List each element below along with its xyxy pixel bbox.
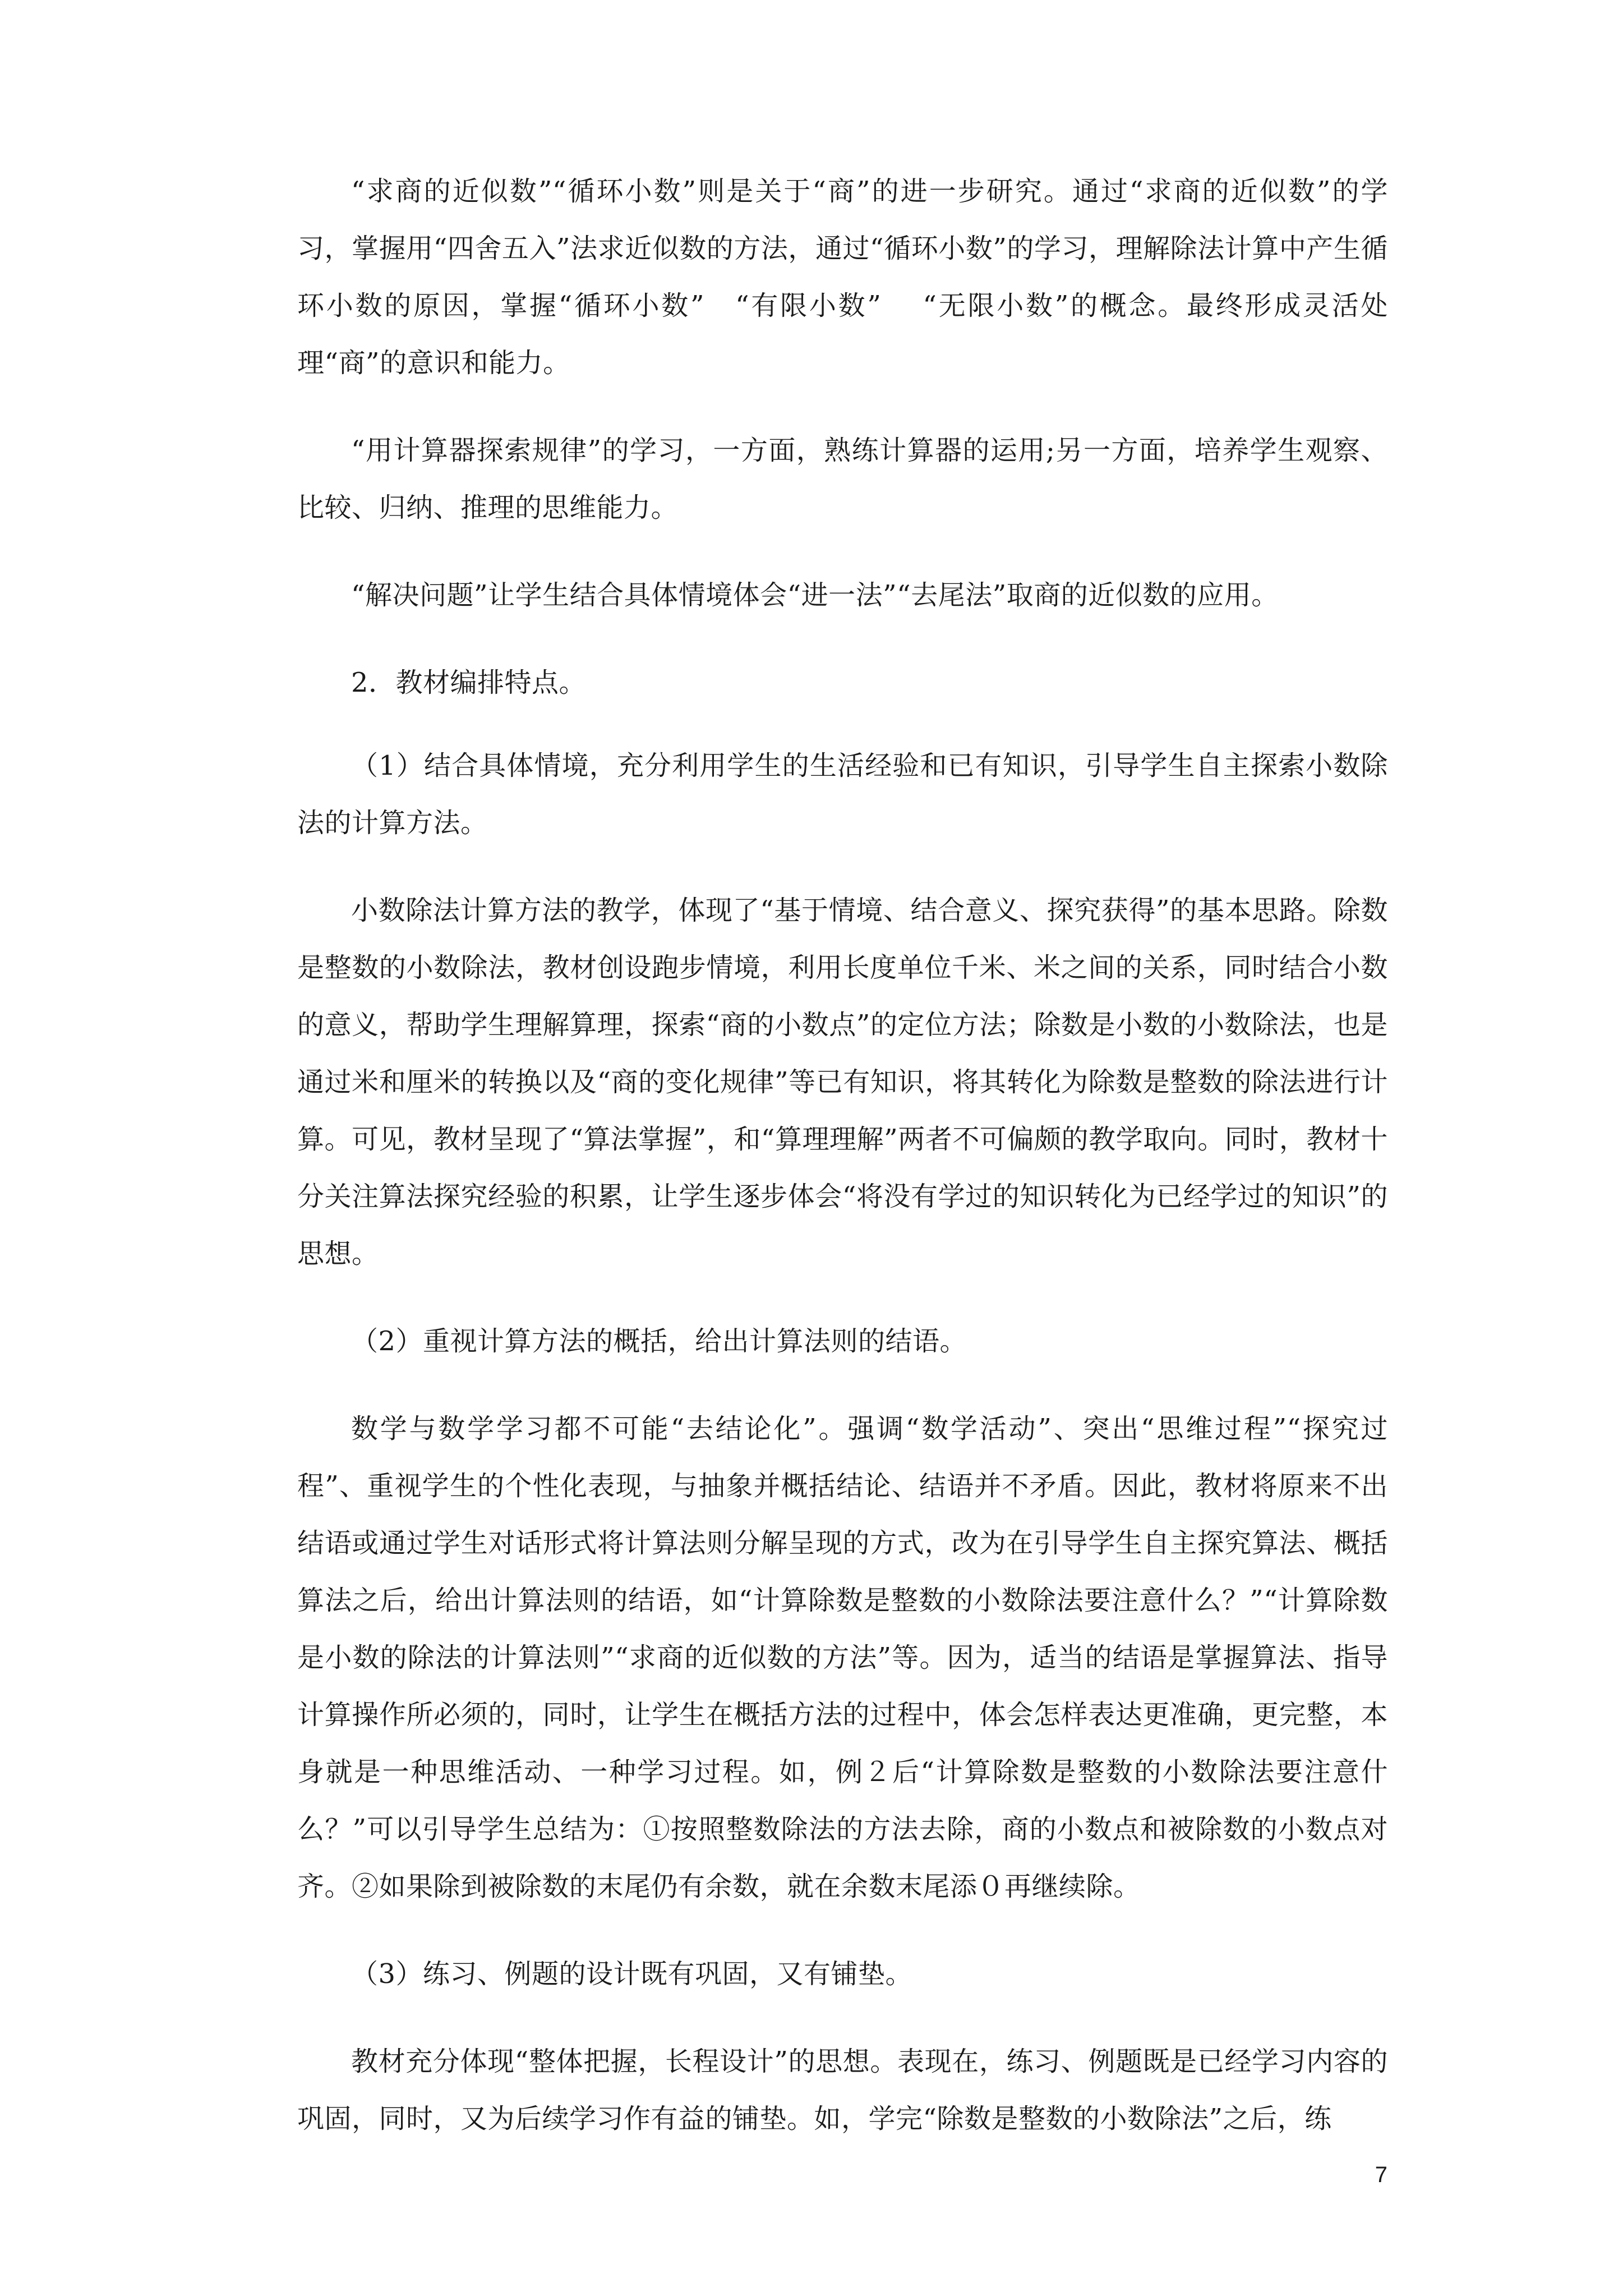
- paragraph-calculator-patterns: “用计算器探索规律”的学习，一方面，熟练计算器的运用;另一方面，培养学生观察、比较、归纳、推理的思维能力。: [297, 435, 1388, 523]
- subheading-feature-3: （3）练习、例题的设计既有巩固，又有铺垫。: [351, 1958, 913, 1990]
- paragraph-overall-design: 教材充分体现“整体把握，长程设计”的思想。表现在，练习、例题既是已经学习内容的巩固，同时，又为后续学习作有益的铺垫。如，学完“除数是整数的小数除法”之后，练: [297, 2046, 1388, 2134]
- paragraph-problem-solving: “解决问题”让学生结合具体情境体会“进一法”“去尾法”取商的近似数的应用。: [351, 579, 1279, 611]
- paragraph-division-method-teaching: 小数除法计算方法的教学，体现了“基于情境、结合意义、探究获得”的基本思路。除数是整数的小数除法，教材创设跑步情境，利用长度单位千米、米之间的关系，同时结合小数的意义，帮助学生理解算理，探索“商的小数点”的定位方法；除数是小数的小数除法，也是通过米和厘米的转换以及“商的变化规律”等已有知识，将其转化为除数是整数的除法进行计算。可见，教材呈现了“算法掌握”，和“算理理解”两者不可偏颇的教学取向。同时，教材十分关注算法探究经验的积累，让学生逐步体会“将没有学过的知识转化为已经学过的知识”的思想。: [297, 895, 1388, 1269]
- section-heading-textbook-features: 2．教材编排特点。: [351, 667, 587, 698]
- paragraph-quotient-approximation: “求商的近似数”“循环小数”则是关于“商”的进一步研究。通过“求商的近似数”的学习，掌握用“四舍五入”法求近似数的方法，通过“循环小数”的学习，理解除法计算中产生循环小数的原因，掌握“循环小数” “有限小数” “无限小数”的概念。最终形成灵活处理“商”的意识和能力。: [297, 176, 1388, 379]
- subheading-feature-2: （2）重视计算方法的概括，给出计算法则的结语。: [351, 1326, 967, 1357]
- document-body: [297, 163, 1388, 2178]
- page-number: 7: [1375, 2162, 1387, 2187]
- subheading-feature-1: （1）结合具体情境，充分利用学生的生活经验和已有知识，引导学生自主探索小数除法的计算方法。: [297, 750, 1388, 839]
- paragraph-conclusions: 数学与数学学习都不可能“去结论化”。强调“数学活动”、突出“思维过程”“探究过程”、重视学生的个性化表现，与抽象并概括结论、结语并不矛盾。因此，教材将原来不出结语或通过学生对话形式将计算法则分解呈现的方式，改为在引导学生自主探究算法、概括算法之后，给出计算法则的结语，如“计算除数是整数的小数除法要注意什么？”“计算除数是小数的除法的计算法则”“求商的近似数的方法”等。因为，适当的结语是掌握算法、指导计算操作所必须的，同时，让学生在概括方法的过程中，体会怎样表达更准确，更完整，本身就是一种思维活动、一种学习过程。如，例２后“计算除数是整数的小数除法要注意什么？”可以引导学生总结为：①按照整数除法的方法去除，商的小数点和被除数的小数点对齐。②如果除到被除数的末尾仍有余数，就在余数末尾添０再继续除。: [297, 1413, 1388, 1902]
